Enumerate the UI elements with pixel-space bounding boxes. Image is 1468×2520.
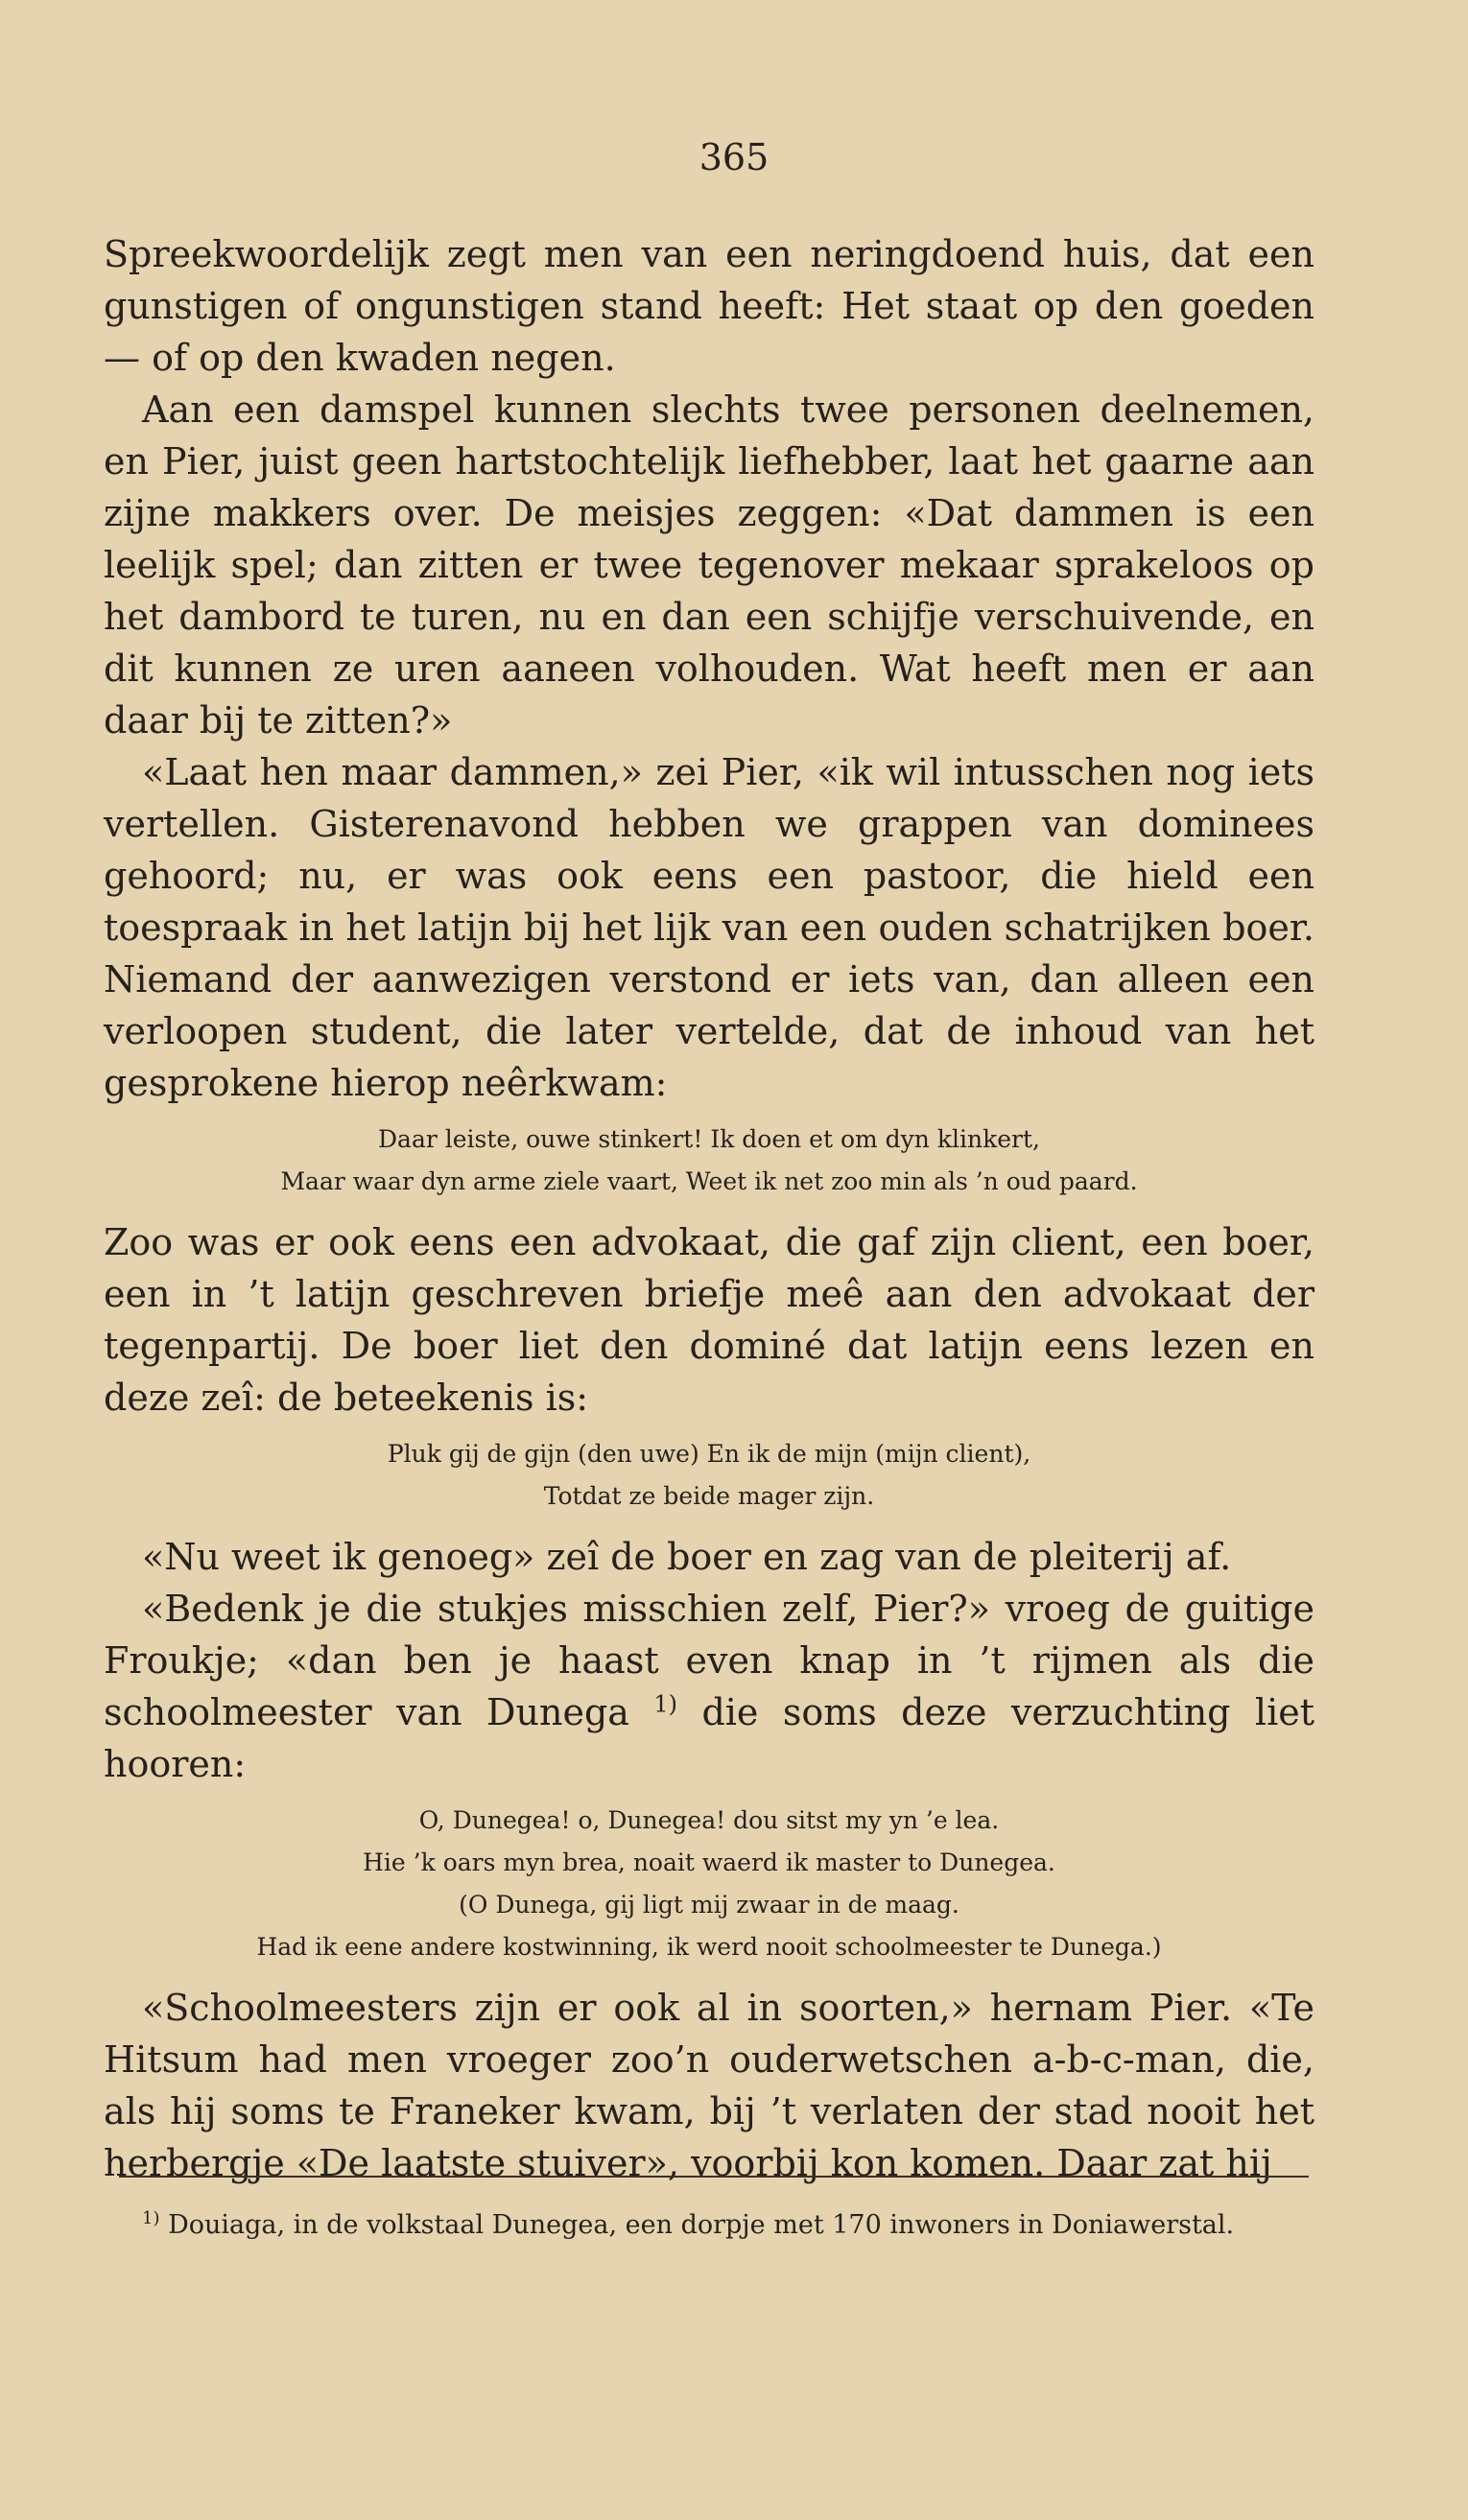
footnote-reference: 1) — [653, 1690, 678, 1718]
paragraph — [104, 1583, 1314, 1790]
footnote — [142, 2206, 1293, 2245]
page-number: 365 — [698, 136, 770, 178]
paragraph: «Laat hen maar dammen,» zei Pier, «ik wil intusschen nog iets vertellen. Gisterenavond hebben we grappen van dominees gehoord; nu, er was ook eens een pastoor, die hield een toespraak in het latijn bij het lijk van een ouden schatrijken boer. Niemand der aanwezigen verstond er iets van, dan alleen een verloopen student, die later vertelde, dat de inhoud van het gesprokene hierop neêrkwam: — [104, 751, 1314, 1104]
paragraph: Aan een damspel kunnen slechts twee personen deelnemen, en Pier, juist geen hartstochtelijk liefhebber, laat het gaarne aan zijne makkers over. De meisjes zeggen: «Dat dammen is een leelijk spel; dan zitten er twee tegenover mekaar sprakeloos op het dambord te turen, nu en dan een schijfje verschuivende, en dit kunnen ze uren aaneen volhouden. Wat heeft men er aan daar bij te zitten?» — [104, 389, 1314, 742]
paragraph-text: die soms deze verzuchting liet hooren: — [104, 1691, 1314, 1785]
verse-line: Had ik eene andere kostwinning, ik werd nooit schoolmeester te Dunega.) — [256, 1933, 1162, 1961]
verse-line: (O Dunega, gij ligt mij zwaar in de maag. — [459, 1891, 959, 1919]
verse-line: Pluk gij de gijn (den uwe) En ik de mijn (mijn client), — [387, 1440, 1031, 1468]
verse-line: Totdat ze beide mager zijn. — [543, 1482, 875, 1510]
footnote-text: Douiaga, in de volkstaal Dunegea, een dorpje met 170 inwoners in Doniawerstal. — [168, 2210, 1235, 2240]
paragraph: «Schoolmeesters zijn er ook al in soorten,» hernam Pier. «Te Hitsum had men vroeger zoo’n ouderwetschen a-b-c-man, die, als hij soms te Franeker kwam, bij ’t verlaten der stad nooit het herbergje «De laatste stuiver», voorbij kon komen. Daar zat hij — [104, 1987, 1314, 2184]
footnote-divider — [119, 2176, 1309, 2178]
verse — [104, 1800, 1314, 1968]
paragraph: «Nu weet ik genoeg» zeî de boer en zag van de pleiterij af. — [142, 1536, 1232, 1578]
verse — [104, 1433, 1314, 1518]
paragraph: Spreekwoordelijk zegt men van een neringdoend huis, dat een gunstigen of ongunstigen stand heeft: Het staat op den goeden — of op den kwaden negen. — [104, 233, 1314, 379]
verse-line: Maar waar dyn arme ziele vaart, Weet ik net zoo min als ’n oud paard. — [280, 1167, 1138, 1195]
verse-line: Hie ’k oars myn brea, noait waerd ik master to Dunegea. — [363, 1849, 1055, 1876]
body-text — [104, 228, 1314, 2189]
footnote-mark: 1) — [142, 2208, 160, 2228]
paragraph-text: «Bedenk je die stukjes misschien zelf, Pier?» vroeg de guitige Froukje; «dan ben je haast even knap in ’t rijmen als die schoolmeester van Dunega — [104, 1588, 1314, 1733]
verse-line: O, Dunegea! o, Dunegea! dou sitst my yn ’e lea. — [418, 1806, 1000, 1834]
verse-line: Daar leiste, ouwe stinkert! Ik doen et om dyn klinkert, — [378, 1125, 1040, 1153]
paragraph: Zoo was er ook eens een advokaat, die gaf zijn client, een boer, een in ’t latijn geschreven briefje meê aan den advokaat der tegenpartij. De boer liet den dominé dat latijn eens lezen en deze zeî: de beteekenis is: — [104, 1221, 1314, 1419]
verse — [104, 1119, 1314, 1203]
